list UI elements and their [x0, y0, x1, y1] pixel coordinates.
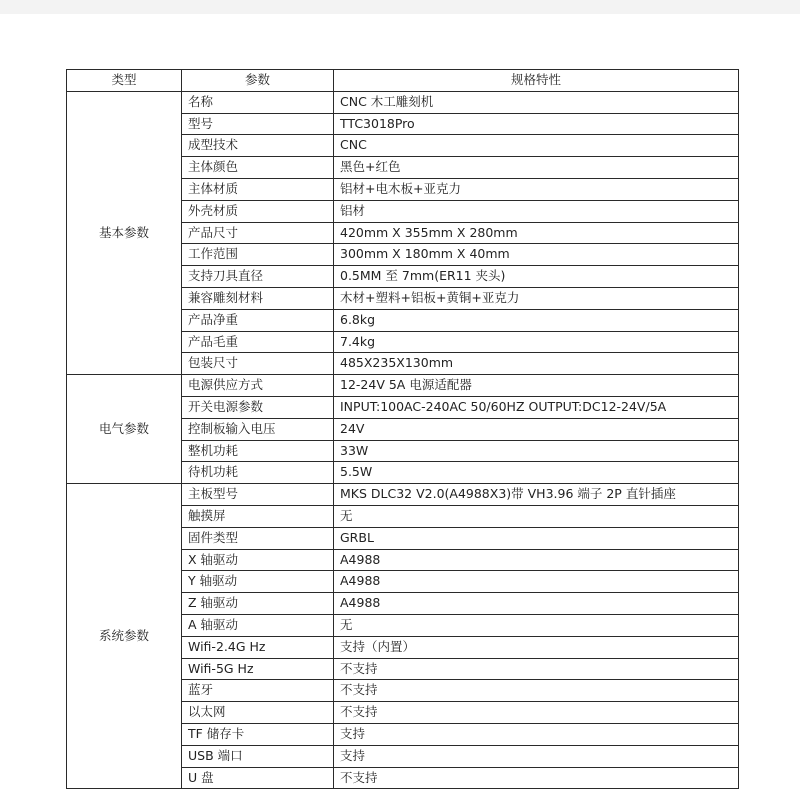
value-cell: 不支持	[334, 680, 739, 702]
param-cell: 蓝牙	[182, 680, 334, 702]
param-cell: 触摸屏	[182, 505, 334, 527]
param-cell: TF 储存卡	[182, 723, 334, 745]
param-cell: 型号	[182, 113, 334, 135]
category-cell: 系统参数	[67, 484, 182, 789]
value-cell: CNC	[334, 135, 739, 157]
category-cell: 基本参数	[67, 91, 182, 374]
value-cell: A4988	[334, 549, 739, 571]
spec-table	[66, 69, 739, 789]
param-cell: 以太网	[182, 702, 334, 724]
param-cell: 固件类型	[182, 527, 334, 549]
value-cell: 6.8kg	[334, 309, 739, 331]
value-cell: 不支持	[334, 658, 739, 680]
param-cell: U 盘	[182, 767, 334, 789]
value-cell: 支持	[334, 723, 739, 745]
value-cell: 420mm X 355mm X 280mm	[334, 222, 739, 244]
param-cell: 电源供应方式	[182, 375, 334, 397]
param-cell: X 轴驱动	[182, 549, 334, 571]
param-cell: 工作范围	[182, 244, 334, 266]
param-cell: 整机功耗	[182, 440, 334, 462]
table-row	[67, 484, 739, 506]
header-spec: 规格特性	[334, 70, 739, 92]
param-cell: A 轴驱动	[182, 614, 334, 636]
param-cell: 支持刀具直径	[182, 266, 334, 288]
param-cell: 待机功耗	[182, 462, 334, 484]
value-cell: 黑色+红色	[334, 157, 739, 179]
value-cell: MKS DLC32 V2.0(A4988X3)带 VH3.96 端子 2P 直针插座	[334, 484, 739, 506]
param-cell: 产品净重	[182, 309, 334, 331]
value-cell: 485X235X130mm	[334, 353, 739, 375]
value-cell: 300mm X 180mm X 40mm	[334, 244, 739, 266]
value-cell: A4988	[334, 571, 739, 593]
param-cell: 兼容雕刻材料	[182, 287, 334, 309]
value-cell: 铝材	[334, 200, 739, 222]
param-cell: Wifi-5G Hz	[182, 658, 334, 680]
param-cell: 成型技术	[182, 135, 334, 157]
value-cell: 无	[334, 505, 739, 527]
param-cell: 外壳材质	[182, 200, 334, 222]
value-cell: TTC3018Pro	[334, 113, 739, 135]
value-cell: 铝材+电木板+亚克力	[334, 178, 739, 200]
param-cell: 产品毛重	[182, 331, 334, 353]
value-cell: A4988	[334, 593, 739, 615]
param-cell: 名称	[182, 91, 334, 113]
value-cell: 0.5MM 至 7mm(ER11 夹头)	[334, 266, 739, 288]
param-cell: 包装尺寸	[182, 353, 334, 375]
table-header-row	[67, 70, 739, 92]
value-cell: INPUT:100AC-240AC 50/60HZ OUTPUT:DC12-24V/5A	[334, 396, 739, 418]
value-cell: 33W	[334, 440, 739, 462]
param-cell: 开关电源参数	[182, 396, 334, 418]
value-cell: 不支持	[334, 767, 739, 789]
table-row	[67, 91, 739, 113]
top-bar	[0, 0, 800, 14]
param-cell: 控制板输入电压	[182, 418, 334, 440]
value-cell: 支持（内置）	[334, 636, 739, 658]
param-cell: 主体颜色	[182, 157, 334, 179]
value-cell: GRBL	[334, 527, 739, 549]
value-cell: 7.4kg	[334, 331, 739, 353]
param-cell: 主体材质	[182, 178, 334, 200]
value-cell: 无	[334, 614, 739, 636]
value-cell: 不支持	[334, 702, 739, 724]
param-cell: Wifi-2.4G Hz	[182, 636, 334, 658]
value-cell: 12-24V 5A 电源适配器	[334, 375, 739, 397]
category-cell: 电气参数	[67, 375, 182, 484]
header-type: 类型	[67, 70, 182, 92]
header-param: 参数	[182, 70, 334, 92]
spec-table-body	[67, 91, 739, 789]
table-row	[67, 375, 739, 397]
value-cell: 24V	[334, 418, 739, 440]
value-cell: 支持	[334, 745, 739, 767]
param-cell: 主板型号	[182, 484, 334, 506]
param-cell: USB 端口	[182, 745, 334, 767]
param-cell: Y 轴驱动	[182, 571, 334, 593]
value-cell: 木材+塑料+铝板+黄铜+亚克力	[334, 287, 739, 309]
value-cell: CNC 木工雕刻机	[334, 91, 739, 113]
param-cell: 产品尺寸	[182, 222, 334, 244]
param-cell: Z 轴驱动	[182, 593, 334, 615]
value-cell: 5.5W	[334, 462, 739, 484]
